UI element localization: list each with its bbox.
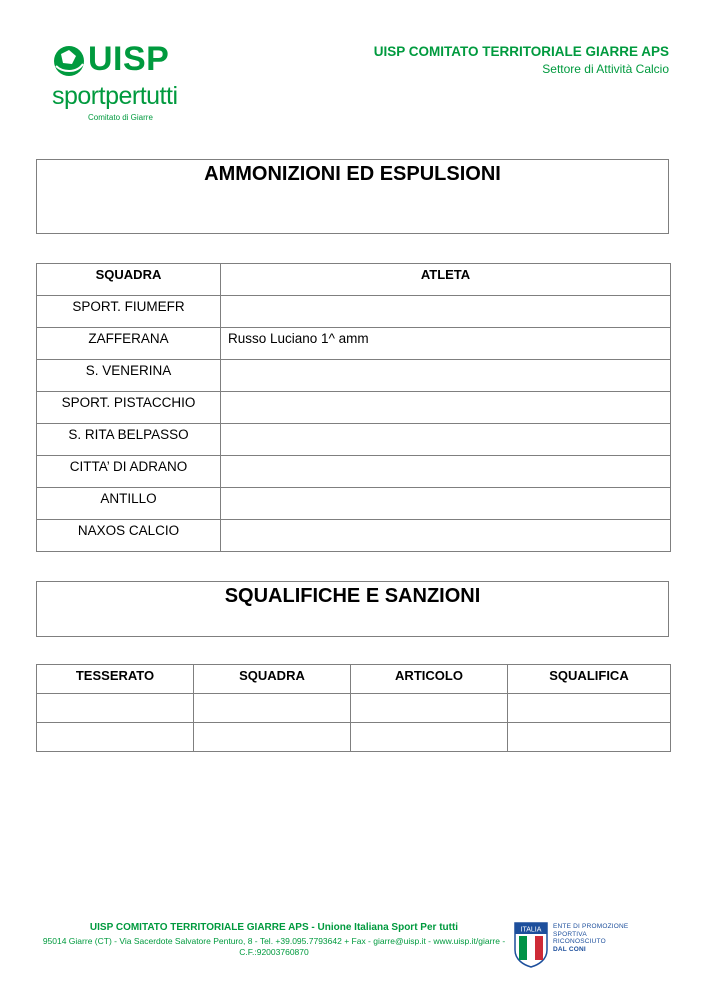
atleta-cell [221,488,671,520]
section-squalifiche [36,581,669,637]
col-header-atleta: ATLETA [221,264,671,296]
coni-text-line: ENTE DI PROMOZIONE [553,923,629,930]
table-row [37,694,671,723]
soccer-ball-icon [52,44,86,78]
table-row [37,520,671,552]
table-row [37,296,671,328]
logo-wordmark: UISP [88,40,170,78]
col-header-tesserato: TESSERATO [37,665,194,694]
section-title: SQUALIFICHE E SANZIONI [224,585,481,607]
atleta-cell [221,424,671,456]
col-header-squadra: SQUADRA [37,264,221,296]
coni-text-line: SPORTIVA [553,930,587,938]
atleta-cell [221,360,671,392]
header-subtitle: Settore di Attività Calcio [542,62,669,76]
coni-shield-icon [514,922,548,968]
ammonizioni-table [36,263,671,552]
col-header-squalifica: SQUALIFICA [508,665,671,694]
footer-tax-code: C.F.:92003760870 [239,947,309,957]
articolo-cell [351,723,508,752]
uisp-logo [52,42,202,126]
squadra-cell: S. RITA BELPASSO [37,424,221,456]
squadra-cell: ZAFFERANA [37,328,221,360]
squadra-cell: ANTILLO [37,488,221,520]
col-header-squadra: SQUADRA [194,665,351,694]
squalifica-cell [508,694,671,723]
atleta-cell: Russo Luciano 1^ amm [221,328,671,360]
section-title: AMMONIZIONI ED ESPULSIONI [204,163,501,185]
squadra-cell: SPORT. FIUMEFR [37,296,221,328]
table-row [37,723,671,752]
squadra-cell: S. VENERINA [37,360,221,392]
squadra-cell [194,694,351,723]
table-row [37,488,671,520]
header-title: UISP COMITATO TERRITORIALE GIARRE APS [373,44,669,59]
atleta-cell [221,456,671,488]
squalifiche-table [36,664,671,752]
table-header-row [37,665,671,694]
table-row [37,392,671,424]
squadra-cell: NAXOS CALCIO [37,520,221,552]
coni-recognition-text [553,923,628,953]
logo-subtitle: Comitato di Giarre [88,113,153,122]
squadra-cell: CITTA’ DI ADRANO [37,456,221,488]
atleta-cell [221,520,671,552]
squadra-cell [194,723,351,752]
footer-address: 95014 Giarre (CT) - Via Sacerdote Salvatore Penturo, 8 - Tel. +39.095.7793642 + Fax - giarre@uisp.it - www.uisp.it/giarre - [42,936,506,946]
coni-text-line: RICONOSCIUTO [553,938,606,945]
atleta-cell [221,296,671,328]
footer-org-name: UISP COMITATO TERRITORIALE GIARRE APS - Unione Italiana Sport Per tutti [89,922,459,933]
table-row [37,328,671,360]
coni-label: ITALIA [520,926,542,934]
table-header-row [37,264,671,296]
atleta-cell [221,392,671,424]
table-row [37,360,671,392]
squalifica-cell [508,723,671,752]
articolo-cell [351,694,508,723]
squadra-cell: SPORT. PISTACCHIO [37,392,221,424]
tesserato-cell [37,694,194,723]
section-ammonizioni [36,159,669,234]
col-header-articolo: ARTICOLO [351,665,508,694]
coni-text-line: DAL CONI [553,945,586,953]
logo-tagline: sportpertutti [52,82,178,110]
table-row [37,424,671,456]
tesserato-cell [37,723,194,752]
table-row [37,456,671,488]
